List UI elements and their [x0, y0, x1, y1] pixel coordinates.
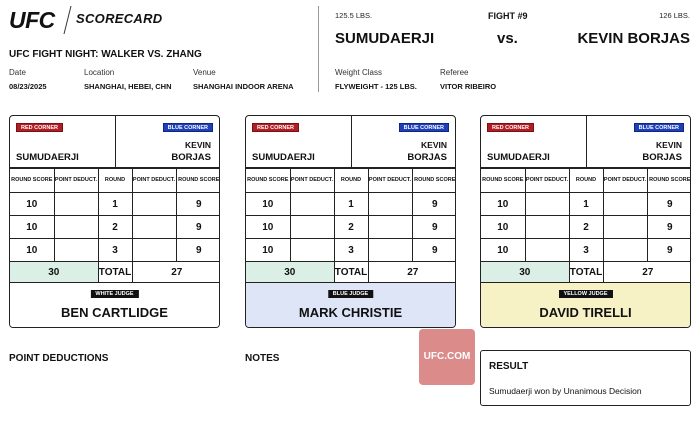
- red-corner-badge: RED CORNER: [487, 123, 534, 132]
- header-round-score-red: ROUND SCORE: [10, 169, 54, 193]
- blue-score: 9: [647, 193, 691, 216]
- location-label: Location: [84, 68, 115, 77]
- total-label: TOTAL: [334, 262, 368, 283]
- header-round-score-red: ROUND SCORE: [481, 169, 525, 193]
- judge-card-blue: [245, 115, 456, 328]
- card-fighters: [10, 116, 219, 168]
- round-number: 1: [569, 193, 603, 216]
- red-score: 10: [481, 239, 525, 262]
- red-fighter: SUMUDAERJI: [487, 152, 550, 163]
- blue-score: 9: [176, 239, 220, 262]
- red-corner-badge: RED CORNER: [252, 123, 299, 132]
- judge-name: MARK CHRISTIE: [298, 305, 403, 320]
- judge-name: DAVID TIRELLI: [539, 305, 632, 320]
- red-score: 10: [481, 193, 525, 216]
- event-name: UFC FIGHT NIGHT: WALKER VS. ZHANG: [9, 49, 202, 60]
- total-label: TOTAL: [569, 262, 603, 283]
- weight-class-value: FLYWEIGHT - 125 LBS.: [335, 82, 417, 91]
- blue-fighter-first: KEVIN: [421, 140, 447, 150]
- blue-deduction: [603, 193, 647, 216]
- header-point-deduct-red: POINT DEDUCT.: [54, 169, 98, 193]
- venue-label: Venue: [193, 68, 216, 77]
- date-value: 08/23/2025: [9, 82, 47, 91]
- header-round: ROUND: [569, 169, 603, 193]
- red-score: 10: [10, 193, 54, 216]
- red-total: 30: [481, 262, 569, 283]
- red-score: 10: [246, 239, 290, 262]
- judge-badge: YELLOW JUDGE: [558, 290, 612, 298]
- blue-score: 9: [647, 239, 691, 262]
- red-corner-badge: RED CORNER: [16, 123, 63, 132]
- ufc-watermark: UFC.COM: [419, 329, 475, 385]
- referee-label: Referee: [440, 68, 469, 77]
- red-deduction: [525, 193, 569, 216]
- header-point-deduct-blue: POINT DEDUCT.: [603, 169, 647, 193]
- round-number: 2: [569, 216, 603, 239]
- total-row: [10, 262, 220, 283]
- red-deduction: [290, 239, 334, 262]
- red-score: 10: [10, 216, 54, 239]
- blue-deduction: [603, 239, 647, 262]
- venue-value: SHANGHAI INDOOR ARENA: [193, 82, 294, 91]
- header-round: ROUND: [98, 169, 132, 193]
- blue-score: 9: [412, 193, 456, 216]
- judge-card-yellow: [480, 115, 691, 328]
- logo-divider: [64, 6, 72, 34]
- point-deductions-heading: POINT DEDUCTIONS: [9, 353, 109, 364]
- blue-fighter-first: KEVIN: [185, 140, 211, 150]
- header-point-deduct-red: POINT DEDUCT.: [290, 169, 334, 193]
- judge-footer: [481, 282, 690, 328]
- page-title: SCORECARD: [76, 11, 163, 26]
- blue-deduction: [368, 193, 412, 216]
- blue-corner-badge: BLUE CORNER: [634, 123, 684, 132]
- fight-number: FIGHT #9: [488, 11, 528, 21]
- red-fighter-name: SUMUDAERJI: [335, 30, 435, 47]
- red-total: 30: [246, 262, 334, 283]
- round-number: 3: [98, 239, 132, 262]
- red-score: 10: [246, 193, 290, 216]
- table-row: [481, 216, 691, 239]
- card-fighters: [246, 116, 455, 168]
- blue-score: 9: [647, 216, 691, 239]
- result-text: Sumudaerji won by Unanimous Decision: [489, 386, 642, 396]
- red-weight: 125.5 LBS.: [335, 11, 373, 20]
- score-table: [481, 168, 691, 283]
- header-round-score-blue: ROUND SCORE: [176, 169, 220, 193]
- blue-total: 27: [132, 262, 220, 283]
- round-number: 2: [98, 216, 132, 239]
- blue-deduction: [132, 193, 176, 216]
- header-round-score-blue: ROUND SCORE: [412, 169, 456, 193]
- red-score: 10: [10, 239, 54, 262]
- round-number: 1: [334, 193, 368, 216]
- red-deduction: [54, 193, 98, 216]
- date-label: Date: [9, 68, 26, 77]
- blue-deduction: [132, 216, 176, 239]
- red-deduction: [525, 239, 569, 262]
- blue-score: 9: [412, 216, 456, 239]
- red-score: 10: [246, 216, 290, 239]
- red-deduction: [525, 216, 569, 239]
- header-round: ROUND: [334, 169, 368, 193]
- blue-fighter-last: BORJAS: [407, 152, 447, 163]
- judge-badge: WHITE JUDGE: [90, 290, 138, 298]
- round-number: 3: [569, 239, 603, 262]
- table-row: [246, 216, 456, 239]
- total-row: [481, 262, 691, 283]
- header-point-deduct-blue: POINT DEDUCT.: [368, 169, 412, 193]
- red-fighter: SUMUDAERJI: [16, 152, 79, 163]
- notes-heading: NOTES: [245, 353, 280, 364]
- blue-deduction: [603, 216, 647, 239]
- round-number: 2: [334, 216, 368, 239]
- blue-weight: 126 LBS.: [659, 11, 690, 20]
- round-number: 3: [334, 239, 368, 262]
- blue-total: 27: [603, 262, 691, 283]
- judge-footer: [246, 282, 455, 328]
- ufc-logo: UFC: [9, 7, 55, 33]
- blue-deduction: [368, 216, 412, 239]
- blue-fighter-name: KEVIN BORJAS: [577, 30, 690, 47]
- blue-score: 9: [176, 193, 220, 216]
- blue-fighter-last: BORJAS: [642, 152, 682, 163]
- header-point-deduct-red: POINT DEDUCT.: [525, 169, 569, 193]
- weight-class-label: Weight Class: [335, 68, 382, 77]
- blue-corner-badge: BLUE CORNER: [399, 123, 449, 132]
- judge-badge: BLUE JUDGE: [328, 290, 373, 298]
- red-fighter: SUMUDAERJI: [252, 152, 315, 163]
- red-score: 10: [481, 216, 525, 239]
- header-round-score-red: ROUND SCORE: [246, 169, 290, 193]
- red-deduction: [54, 216, 98, 239]
- header-divider: [318, 6, 319, 92]
- blue-fighter-last: BORJAS: [171, 152, 211, 163]
- blue-score: 9: [412, 239, 456, 262]
- table-row: [10, 239, 220, 262]
- table-row: [246, 193, 456, 216]
- judge-card-white: [9, 115, 220, 328]
- table-row: [10, 216, 220, 239]
- blue-corner-badge: BLUE CORNER: [163, 123, 213, 132]
- score-table: [246, 168, 456, 283]
- card-fighters: [481, 116, 690, 168]
- round-number: 1: [98, 193, 132, 216]
- table-row: [481, 239, 691, 262]
- table-row: [246, 239, 456, 262]
- vs-label: vs.: [497, 30, 518, 47]
- result-heading: RESULT: [489, 361, 529, 372]
- blue-score: 9: [176, 216, 220, 239]
- red-deduction: [290, 216, 334, 239]
- table-row: [481, 193, 691, 216]
- score-table: [10, 168, 220, 283]
- red-deduction: [290, 193, 334, 216]
- judge-name: BEN CARTLIDGE: [61, 305, 168, 320]
- red-deduction: [54, 239, 98, 262]
- referee-value: VITOR RIBEIRO: [440, 82, 497, 91]
- header-point-deduct-blue: POINT DEDUCT.: [132, 169, 176, 193]
- blue-total: 27: [368, 262, 456, 283]
- total-row: [246, 262, 456, 283]
- blue-deduction: [132, 239, 176, 262]
- red-total: 30: [10, 262, 98, 283]
- result-box: [480, 350, 691, 406]
- table-row: [10, 193, 220, 216]
- blue-fighter-first: KEVIN: [656, 140, 682, 150]
- total-label: TOTAL: [98, 262, 132, 283]
- blue-deduction: [368, 239, 412, 262]
- header-round-score-blue: ROUND SCORE: [647, 169, 691, 193]
- location-value: SHANGHAI, HEBEI, CHN: [84, 82, 172, 91]
- judge-footer: [10, 282, 219, 328]
